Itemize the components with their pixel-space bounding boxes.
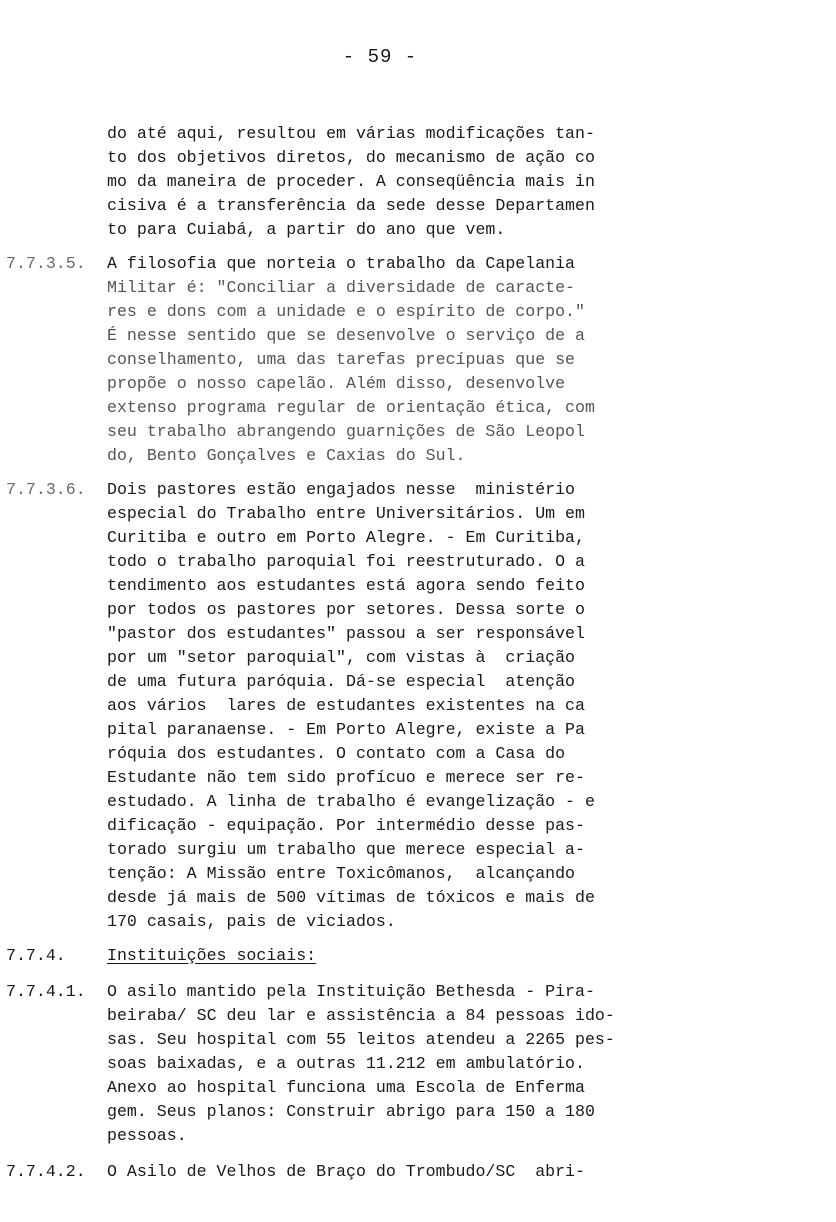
text-line: extenso programa regular de orientação ética, com — [107, 398, 595, 417]
text-line: tenção: A Missão entre Toxicômanos, alcançando — [107, 864, 576, 883]
text-line: desde já mais de 500 vítimas de tóxicos e mais de — [107, 888, 595, 907]
text-line: Dois pastores estão engajados nesse ministério — [107, 480, 576, 499]
text-line: beiraba/ SC deu lar e assistência a 84 pessoas ido- — [107, 1006, 615, 1025]
text-line: A filosofia que norteia o trabalho da Capelania — [107, 254, 576, 273]
section-heading: Instituições sociais: — [107, 946, 317, 965]
text-line: por todos os pastores por setores. Dessa sorte o — [107, 600, 585, 619]
text-line: O Asilo de Velhos de Braço do Trombudo/SC abri- — [107, 1162, 585, 1181]
section-number: 7.7.4.1. — [6, 982, 86, 1001]
text-line: gem. Seus planos: Construir abrigo para 150 a 180 — [107, 1102, 595, 1121]
text-line: todo o trabalho paroquial foi reestruturado. O a — [107, 552, 585, 571]
text-line: Anexo ao hospital funciona uma Escola de Enferma — [107, 1078, 585, 1097]
text-line: É nesse sentido que se desenvolve o serviço de a — [107, 326, 585, 345]
text-line: sas. Seu hospital com 55 leitos atendeu a 2265 pes- — [107, 1030, 615, 1049]
text-line: por um "setor paroquial", com vistas à criação — [107, 648, 576, 667]
text-line: tendimento aos estudantes está agora sendo feito — [107, 576, 585, 595]
text-line: estudado. A linha de trabalho é evangelização - e — [107, 792, 595, 811]
section-number: 7.7.3.6. — [6, 480, 86, 499]
text-line: cisiva é a transferência da sede desse Departamen — [107, 196, 595, 215]
page-number: - 59 - — [342, 46, 418, 68]
text-line: de uma futura paróquia. Dá-se especial atenção — [107, 672, 576, 691]
section-number: 7.7.4.2. — [6, 1162, 86, 1181]
text-line: to dos objetivos diretos, do mecanismo de ação co — [107, 148, 595, 167]
text-line: especial do Trabalho entre Universitários. Um em — [107, 504, 585, 523]
text-line: pessoas. — [107, 1126, 187, 1145]
text-line: soas baixadas, e a outras 11.212 em ambulatório. — [107, 1054, 585, 1073]
text-line: Estudante não tem sido profícuo e merece ser re- — [107, 768, 585, 787]
text-line: torado surgiu um trabalho que merece especial a- — [107, 840, 585, 859]
text-line: "pastor dos estudantes" passou a ser responsável — [107, 624, 585, 643]
text-line: res e dons com a unidade e o espírito de corpo." — [107, 302, 585, 321]
text-line: dificação - equipação. Por intermédio desse pas- — [107, 816, 585, 835]
text-line: 170 casais, pais de viciados. — [107, 912, 396, 931]
text-line: Militar é: "Conciliar a diversidade de caracte- — [107, 278, 576, 297]
text-line: propõe o nosso capelão. Além disso, desenvolve — [107, 374, 566, 393]
text-line: do até aqui, resultou em várias modificações tan- — [107, 124, 595, 143]
text-line: mo da maneira de proceder. A conseqüência mais in — [107, 172, 595, 191]
text-line: conselhamento, uma das tarefas precípuas que se — [107, 350, 576, 369]
text-line: O asilo mantido pela Instituição Bethesda - Pira- — [107, 982, 595, 1001]
text-line: to para Cuiabá, a partir do ano que vem. — [107, 220, 506, 239]
text-line: Curitiba e outro em Porto Alegre. - Em Curitiba, — [107, 528, 585, 547]
text-line: seu trabalho abrangendo guarnições de São Leopol — [107, 422, 585, 441]
text-line: do, Bento Gonçalves e Caxias do Sul. — [107, 446, 466, 465]
section-number: 7.7.4. — [6, 946, 66, 965]
text-line: róquia dos estudantes. O contato com a Casa do — [107, 744, 566, 763]
text-line: pital paranaense. - Em Porto Alegre, existe a Pa — [107, 720, 585, 739]
text-line: aos vários lares de estudantes existentes na ca — [107, 696, 585, 715]
section-number: 7.7.3.5. — [6, 254, 86, 273]
